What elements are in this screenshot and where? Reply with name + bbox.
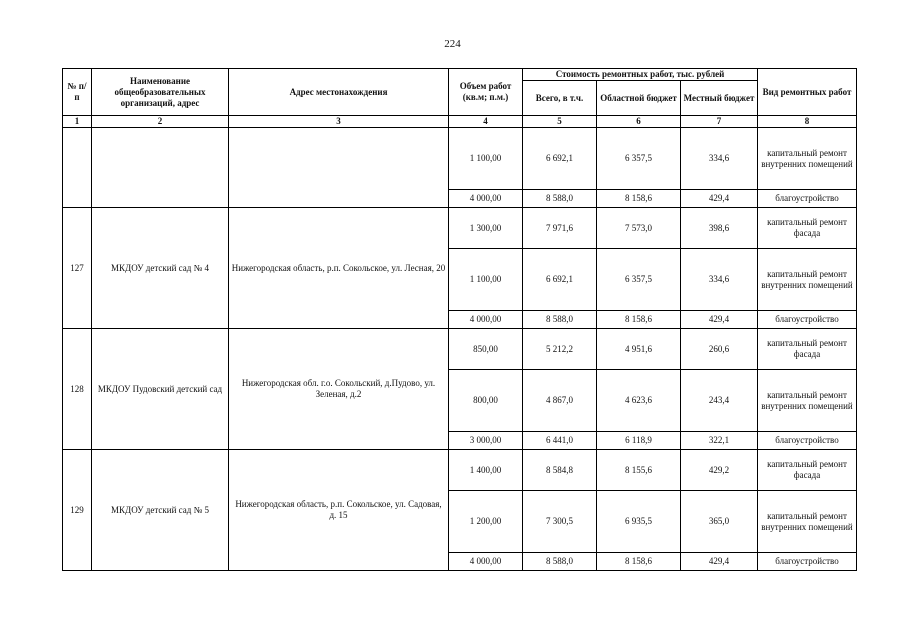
volume-cell: 1 100,00 [449,128,523,190]
total-cell: 5 212,2 [523,329,597,370]
work-type-cell: благоустройство [758,432,857,450]
work-type-cell: благоустройство [758,553,857,571]
name-cell [92,128,229,208]
local-cell: 334,6 [681,249,758,311]
local-cell: 429,4 [681,311,758,329]
volume-cell: 1 200,00 [449,491,523,553]
header-name: Наименование общеобразовательных организаций, адрес [92,69,229,116]
local-cell: 365,0 [681,491,758,553]
regional-cell: 8 158,6 [597,311,681,329]
column-number: 1 [63,116,92,128]
address-cell [229,128,449,208]
volume-cell: 4 000,00 [449,553,523,571]
table-row [63,329,857,370]
column-number: 8 [758,116,857,128]
header-total: Всего, в т.ч. [523,81,597,116]
local-cell: 429,2 [681,450,758,491]
regional-cell: 8 158,6 [597,553,681,571]
address-cell: Нижегородская обл. г.о. Сокольский, д.Пудово, ул. Зеленая, д.2 [229,329,449,450]
total-cell: 8 588,0 [523,190,597,208]
volume-cell: 4 000,00 [449,311,523,329]
column-number: 7 [681,116,758,128]
regional-cell: 6 357,5 [597,128,681,190]
volume-cell: 4 000,00 [449,190,523,208]
volume-cell: 1 100,00 [449,249,523,311]
page-number: 224 [444,38,461,50]
table-row [63,208,857,249]
regional-cell: 4 623,6 [597,370,681,432]
name-cell: МКДОУ детский сад № 4 [92,208,229,329]
total-cell: 8 588,0 [523,553,597,571]
header-work-type: Вид ремонтных работ [758,69,857,116]
local-cell: 398,6 [681,208,758,249]
volume-cell: 1 400,00 [449,450,523,491]
header-num: № п/п [63,69,92,116]
address-cell: Нижегородская область, р.п. Сокольское, ул. Лесная, 20 [229,208,449,329]
regional-cell: 6 357,5 [597,249,681,311]
regional-cell: 4 951,6 [597,329,681,370]
header-volume: Объем работ (кв.м; п.м.) [449,69,523,116]
column-number: 5 [523,116,597,128]
total-cell: 6 692,1 [523,249,597,311]
regional-cell: 6 935,5 [597,491,681,553]
num-cell: 127 [63,208,92,329]
volume-cell: 850,00 [449,329,523,370]
num-cell: 128 [63,329,92,450]
local-cell: 322,1 [681,432,758,450]
work-type-cell: капитальный ремонт фасада [758,208,857,249]
total-cell: 4 867,0 [523,370,597,432]
local-cell: 260,6 [681,329,758,370]
repair-works-table [62,68,857,571]
regional-cell: 7 573,0 [597,208,681,249]
column-number: 3 [229,116,449,128]
work-type-cell: капитальный ремонт внутренних помещений [758,491,857,553]
local-cell: 429,4 [681,553,758,571]
address-cell: Нижегородская область, р.п. Сокольское, ул. Садовая, д. 15 [229,450,449,571]
work-type-cell: капитальный ремонт внутренних помещений [758,128,857,190]
local-cell: 334,6 [681,128,758,190]
work-type-cell: капитальный ремонт внутренних помещений [758,249,857,311]
work-type-cell: благоустройство [758,311,857,329]
total-cell: 8 584,8 [523,450,597,491]
table-row [63,450,857,491]
regional-cell: 8 155,6 [597,450,681,491]
work-type-cell: капитальный ремонт фасада [758,450,857,491]
regional-cell: 8 158,6 [597,190,681,208]
work-type-cell: капитальный ремонт внутренних помещений [758,370,857,432]
column-number: 6 [597,116,681,128]
total-cell: 7 300,5 [523,491,597,553]
name-cell: МКДОУ Пудовский детский сад [92,329,229,450]
column-number: 4 [449,116,523,128]
total-cell: 6 692,1 [523,128,597,190]
num-cell: 129 [63,450,92,571]
header-local: Местный бюджет [681,81,758,116]
name-cell: МКДОУ детский сад № 5 [92,450,229,571]
regional-cell: 6 118,9 [597,432,681,450]
num-cell [63,128,92,208]
work-type-cell: капитальный ремонт фасада [758,329,857,370]
column-number: 2 [92,116,229,128]
local-cell: 429,4 [681,190,758,208]
local-cell: 243,4 [681,370,758,432]
header-cost-group: Стоимость ремонтных работ, тыс. рублей [523,69,758,81]
total-cell: 7 971,6 [523,208,597,249]
volume-cell: 800,00 [449,370,523,432]
total-cell: 8 588,0 [523,311,597,329]
volume-cell: 3 000,00 [449,432,523,450]
work-type-cell: благоустройство [758,190,857,208]
table-row [63,128,857,190]
total-cell: 6 441,0 [523,432,597,450]
header-address: Адрес местонахождения [229,69,449,116]
header-regional: Областной бюджет [597,81,681,116]
volume-cell: 1 300,00 [449,208,523,249]
